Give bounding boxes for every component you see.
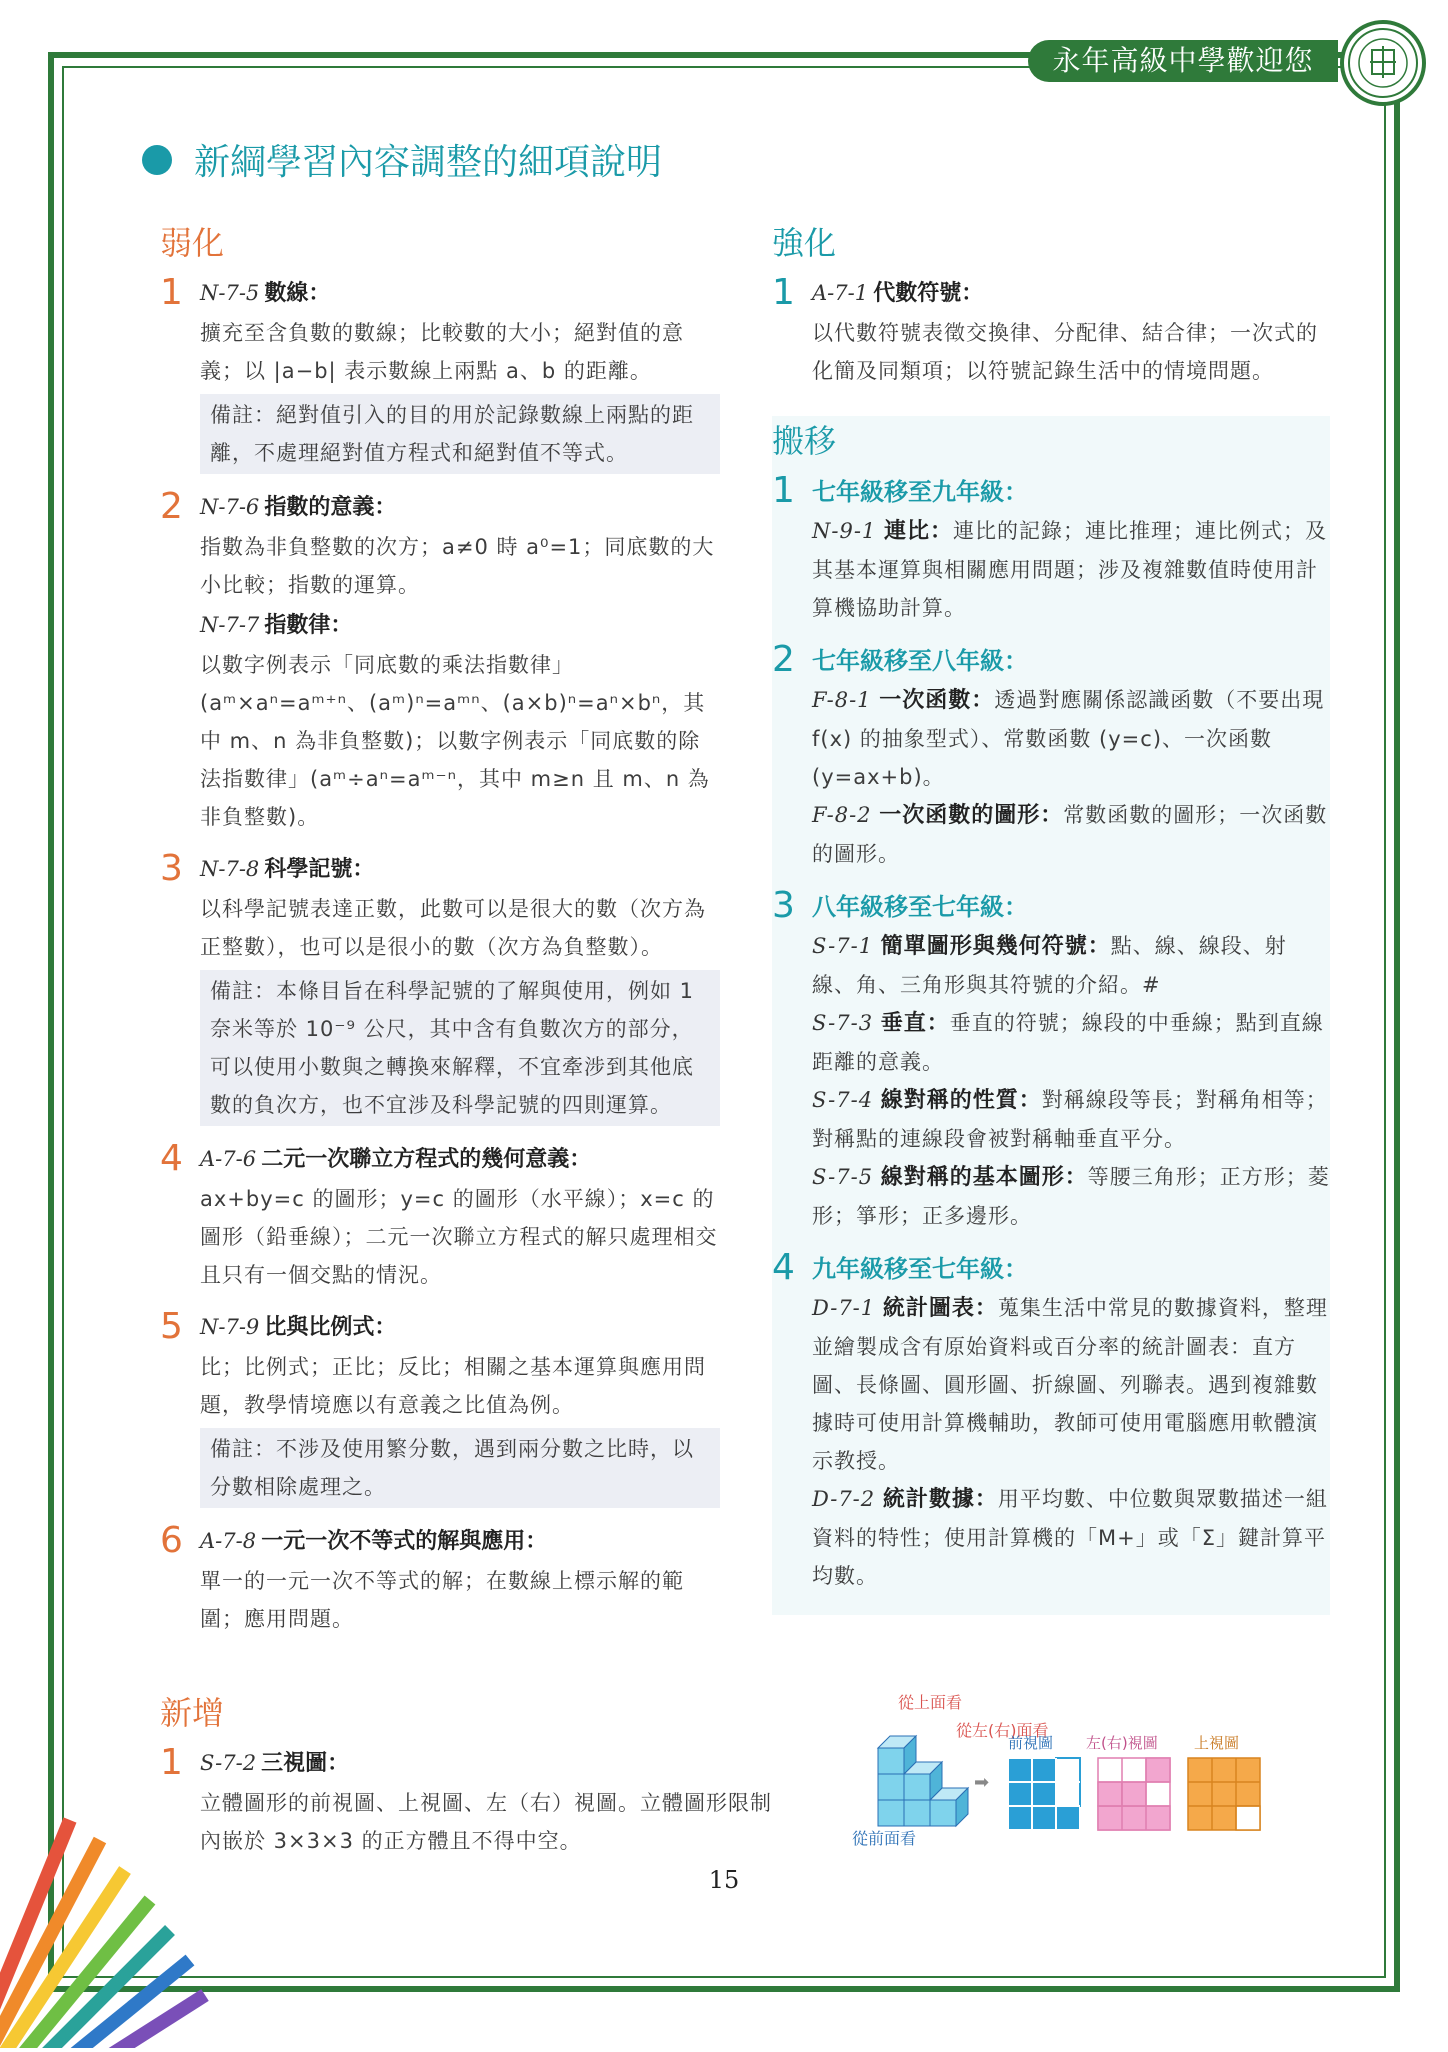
item-code: F-8-2 <box>812 803 872 827</box>
item-text: 透過對應關係認識函數（不要出現 f(x) 的抽象型式）、常數函數 (y=c)、一次函數 (y=ax+b)。 <box>812 688 1325 789</box>
item-number: 4 <box>772 1247 795 1288</box>
item-text: 常數函數的圖形；一次函數的圖形。 <box>812 803 1328 866</box>
item-number: 3 <box>772 885 795 926</box>
page-title <box>142 134 662 185</box>
bullet-dot-icon <box>142 145 172 175</box>
item-text: 用平均數、中位數與眾數描述一組資料的特性；使用計算機的「M+」或「Σ」鍵計算平均數。 <box>812 1487 1328 1588</box>
weaken-item-1 <box>160 274 720 474</box>
move-group-title: 八年級移至七年級： <box>812 893 1028 921</box>
item-code: S-7-2 <box>200 1751 257 1775</box>
move-entry <box>812 1081 1330 1158</box>
item-name: 數線： <box>264 281 331 306</box>
move-entry <box>812 927 1330 1004</box>
item-code: N-7-7 <box>200 613 260 637</box>
item-name: 連比： <box>883 519 953 544</box>
item-name: 科學記號： <box>264 857 375 882</box>
side-view-grid <box>1098 1758 1170 1830</box>
move-entry <box>812 1004 1330 1081</box>
top-view-grid <box>1188 1758 1260 1830</box>
move-group-1 <box>772 472 1330 627</box>
front-view-grid <box>1008 1758 1080 1830</box>
item-code: S-7-1 <box>812 934 874 958</box>
top-view-label: 從上面看 <box>898 1693 963 1712</box>
strengthen-item-1 <box>772 274 1330 390</box>
weaken-item-3 <box>160 850 720 1126</box>
school-seal-logo <box>1340 20 1426 106</box>
move-section <box>772 416 1330 1615</box>
item-number: 1 <box>772 470 795 511</box>
item-name: 一元一次不等式的解與應用： <box>261 1529 548 1554</box>
side-view-caption: 左(右)視圖 <box>1086 1734 1158 1752</box>
arrow-right-icon: ➡ <box>974 1772 990 1793</box>
item-name: 線對稱的性質： <box>880 1088 1042 1113</box>
front-view-caption: 前視圖 <box>1008 1734 1054 1752</box>
item-note: 備註：不涉及使用繁分數，遇到兩分數之比時，以分數相除處理之。 <box>200 1428 720 1508</box>
item-number: 4 <box>160 1138 183 1179</box>
item-number: 1 <box>160 272 183 313</box>
move-entry <box>812 1480 1330 1595</box>
item-name: 垂直： <box>880 1011 950 1036</box>
item-body: 以代數符號表徵交換律、分配律、結合律；一次式的化簡及同類項；以符號記錄生活中的情境問題。 <box>812 321 1318 383</box>
school-banner: 永年高級中學歡迎您 <box>1028 40 1338 82</box>
move-group-title: 七年級移至八年級： <box>812 647 1028 675</box>
item-text: 垂直的符號；線段的中垂線；點到直線距離的意義。 <box>812 1011 1324 1074</box>
item-name: 一次函數： <box>879 688 995 713</box>
item-number: 1 <box>772 272 795 313</box>
item-name: 代數符號： <box>873 281 984 306</box>
item-code: S-7-3 <box>812 1011 874 1035</box>
three-views-diagram <box>838 1690 1328 1850</box>
item-number: 2 <box>160 486 183 527</box>
item-text: 點、線、線段、射線、角、三角形與其符號的介紹。# <box>812 934 1287 997</box>
weaken-item-2 <box>160 488 720 836</box>
item-name: 統計數據： <box>882 1487 998 1512</box>
item-number: 3 <box>160 848 183 889</box>
item-text: 連比的記錄；連比推理；連比例式；及其基本運算與相關應用問題；涉及複雜數值時使用計算機協助計算。 <box>812 519 1327 620</box>
move-group-title: 七年級移至九年級： <box>812 478 1028 506</box>
item-number: 2 <box>772 639 795 680</box>
move-heading: 搬移 <box>772 422 837 460</box>
right-column <box>772 218 1330 1615</box>
item-name: 統計圖表： <box>882 1296 998 1321</box>
item-text: 蒐集生活中常見的數據資料，整理並繪製成含有原始資料或百分率的統計圖表：直方圖、長條圖、圓形圖、折線圖、列聯表。遇到複雜數據時可使用計算機輔助，教師可使用電腦應用軟體演示教授。 <box>812 1296 1328 1473</box>
weaken-heading: 弱化 <box>160 224 225 262</box>
move-entry <box>812 1289 1330 1480</box>
item-number: 1 <box>160 1742 183 1783</box>
move-entry <box>812 1158 1330 1235</box>
item-name: 一次函數的圖形： <box>879 803 1064 828</box>
item-code: N-7-8 <box>200 857 260 881</box>
item-text: 對稱線段等長；對稱角相等；對稱點的連線段會被對稱軸垂直平分。 <box>812 1088 1328 1151</box>
item-body: 立體圖形的前視圖、上視圖、左（右）視圖。立體圖形限制內嵌於 3×3×3 的正方體且不得中空。 <box>200 1791 772 1853</box>
item-note: 備註：本條目旨在科學記號的了解與使用，例如 1 奈米等於 10⁻⁹ 公尺，其中含有負數次方的部分，可以使用小數與之轉換來解釋，不宜牽涉到其他底數的負次方，也不宜涉及科學記號的四則運算。 <box>200 970 720 1126</box>
item-code: N-9-1 <box>812 519 877 543</box>
top-view-caption: 上視圖 <box>1194 1734 1240 1752</box>
item-name: 指數的意義： <box>264 495 397 520</box>
item-code: N-7-5 <box>200 281 260 305</box>
front-view-label: 從前面看 <box>852 1829 917 1848</box>
item-code: D-7-2 <box>812 1487 876 1511</box>
item-body: 以科學記號表達正數，此數可以是很大的數（次方為正整數），也可以是很小的數（次方為負整數）。 <box>200 897 706 959</box>
item-body: ax+by=c 的圖形；y=c 的圖形（水平線）；x=c 的圖形（鉛垂線）；二元一次聯立方程式的解只處理相交且只有一個交點的情況。 <box>200 1187 718 1287</box>
item-name: 線對稱的基本圖形： <box>880 1165 1088 1190</box>
side-view-label: 從左(右)面看 <box>956 1721 1049 1740</box>
added-section <box>160 1688 780 1874</box>
item-note: 備註：絕對值引入的目的用於記錄數線上兩點的距離，不處理絕對值方程式和絕對值不等式。 <box>200 394 720 474</box>
item-code: A-7-8 <box>200 1529 257 1553</box>
item-code: S-7-4 <box>812 1088 874 1112</box>
item-body: 單一的一元一次不等式的解；在數線上標示解的範圍；應用問題。 <box>200 1569 684 1631</box>
page-number: 15 <box>708 1866 740 1894</box>
item-code: N-7-6 <box>200 495 260 519</box>
item-code: N-7-9 <box>200 1315 260 1339</box>
move-group-title: 九年級移至七年級： <box>812 1255 1028 1283</box>
item-code: A-7-6 <box>200 1147 257 1171</box>
added-item-1 <box>160 1744 780 1860</box>
item-name: 比與比例式： <box>264 1315 397 1340</box>
strengthen-heading: 強化 <box>772 224 837 262</box>
page-title-text: 新綱學習內容調整的細項說明 <box>194 142 663 183</box>
item-body: 比；比例式；正比；反比；相關之基本運算與應用問題，教學情境應以有意義之比值為例。 <box>200 1355 706 1417</box>
item-code: A-7-1 <box>812 281 869 305</box>
item-name: 三視圖： <box>261 1751 350 1776</box>
item-text: 等腰三角形；正方形；菱形；箏形；正多邊形。 <box>812 1165 1330 1228</box>
added-heading: 新增 <box>160 1694 225 1732</box>
item-number: 5 <box>160 1306 183 1347</box>
item-name: 簡單圖形與幾何符號： <box>880 934 1111 959</box>
move-group-3 <box>772 887 1330 1235</box>
item-name: 指數律： <box>264 613 353 638</box>
weaken-item-4 <box>160 1140 720 1294</box>
move-group-4 <box>772 1249 1330 1595</box>
item-number: 6 <box>160 1520 183 1561</box>
move-entry <box>812 512 1330 627</box>
move-entry <box>812 796 1330 873</box>
item-code: S-7-5 <box>812 1165 874 1189</box>
weaken-item-5 <box>160 1308 720 1508</box>
item-body: 指數為非負整數的次方；a≠0 時 a⁰=1；同底數的大小比較；指數的運算。 <box>200 535 715 597</box>
colored-pencils-decoration <box>0 1800 220 2048</box>
item-code: F-8-1 <box>812 688 872 712</box>
stacked-cubes-figure <box>878 1736 968 1826</box>
item-body: 擴充至含負數的數線；比較數的大小；絕對值的意義；以 |a−b| 表示數線上兩點 a、b 的距離。 <box>200 321 684 383</box>
item-name: 二元一次聯立方程式的幾何意義： <box>261 1147 592 1172</box>
weaken-item-6 <box>160 1522 720 1638</box>
move-group-2 <box>772 641 1330 873</box>
item-body: 以數字例表示「同底數的乘法指數律」(aᵐ×aⁿ=aᵐ⁺ⁿ、(aᵐ)ⁿ=aᵐⁿ、(a×b)ⁿ=aⁿ×bⁿ，其中 m、n 為非負整數)；以數字例表示「同底數的除法指數律」(aᵐ÷aⁿ=aᵐ⁻ⁿ，其中 m≥n 且 m、n 為非負整數)。 <box>200 653 710 829</box>
move-entry <box>812 681 1330 796</box>
item-code: D-7-1 <box>812 1296 876 1320</box>
weaken-section <box>160 218 720 1652</box>
